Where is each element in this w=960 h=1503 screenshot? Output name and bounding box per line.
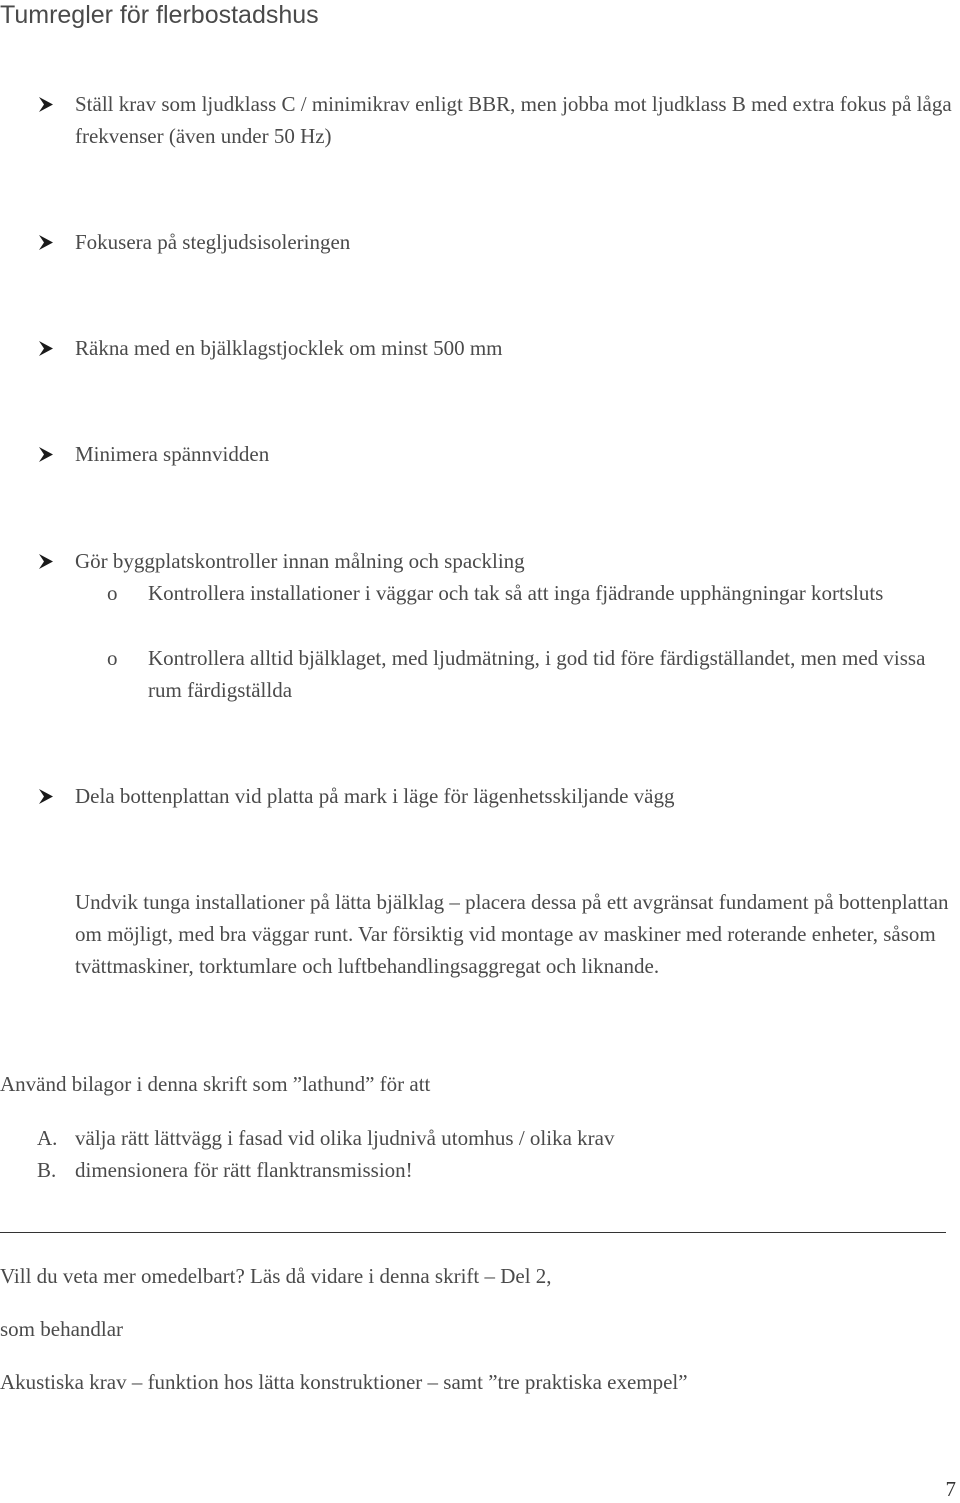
sub-bullet-text: Kontrollera installationer i väggar och tak så att inga fjädrande upphängningar kortsluts <box>148 581 884 605</box>
sub-bullet-marker: o <box>107 646 118 670</box>
bullet-text: Ställ krav som ljudklass C / minimikrav enligt BBR, men jobba mot ljudklass B med extra fokus på låga frekvenser (även under 50 Hz) <box>75 92 952 148</box>
advice-paragraph: Undvik tunga installationer på lätta bjälklag – placera dessa på ett avgränsat fundament på bottenplattan om möjligt, med bra väggar runt. Var försiktig vid montage av maskiner med roterande enheter, såsom tvättmaskiner, torktumlare och luftbehandlingsaggregat och liknande. <box>75 890 949 978</box>
bullet-item <box>38 780 954 812</box>
bullet-text: Dela bottenplattan vid platta på mark i läge för lägenhetsskiljande vägg <box>75 784 675 808</box>
attachment-label: A. <box>37 1126 58 1150</box>
sub-bullet-text: Kontrollera alltid bjälklaget, med ljudmätning, i god tid före färdigställandet, men med vissa rum färdigställda <box>148 646 926 702</box>
sub-bullet-item <box>107 642 957 706</box>
footer-line: som behandlar <box>0 1317 124 1341</box>
footer-line: Vill du veta mer omedelbart? Läs då vidare i denna skrift – Del 2, <box>0 1264 552 1288</box>
attachments-intro: Använd bilagor i denna skrift som ”lathund” för att <box>0 1072 431 1096</box>
attachment-item <box>37 1154 413 1186</box>
attachment-text: välja rätt lättvägg i fasad vid olika ljudnivå utomhus / olika krav <box>75 1126 615 1150</box>
page-title: Tumregler för flerbostadshus <box>0 1 319 29</box>
footer-line: Akustiska krav – funktion hos lätta konstruktioner – samt ”tre praktiska exempel” <box>0 1370 688 1394</box>
arrow-bullet-icon <box>38 340 54 357</box>
arrow-bullet-icon <box>38 446 54 463</box>
bullet-text: Fokusera på stegljudsisoleringen <box>75 230 351 254</box>
page-number: 7 <box>945 1477 956 1501</box>
arrow-bullet-icon <box>38 553 54 570</box>
bullet-item <box>38 332 954 364</box>
bullet-item <box>38 438 954 470</box>
arrow-bullet-icon <box>38 96 54 113</box>
bullet-text: Räkna med en bjälklagstjocklek om minst 500 mm <box>75 336 503 360</box>
bullet-item <box>38 545 954 577</box>
bullet-item <box>38 88 954 152</box>
attachment-item <box>37 1122 614 1154</box>
attachment-label: B. <box>37 1158 57 1182</box>
arrow-bullet-icon <box>38 788 54 805</box>
divider <box>0 1232 946 1233</box>
sub-bullet-item <box>107 577 957 609</box>
bullet-text: Minimera spännvidden <box>75 442 270 466</box>
sub-bullet-marker: o <box>107 581 118 605</box>
bullet-item <box>38 226 954 258</box>
attachment-text: dimensionera för rätt flanktransmission! <box>75 1158 413 1182</box>
arrow-bullet-icon <box>38 234 54 251</box>
bullet-text: Gör byggplatskontroller innan målning och spackling <box>75 549 525 573</box>
